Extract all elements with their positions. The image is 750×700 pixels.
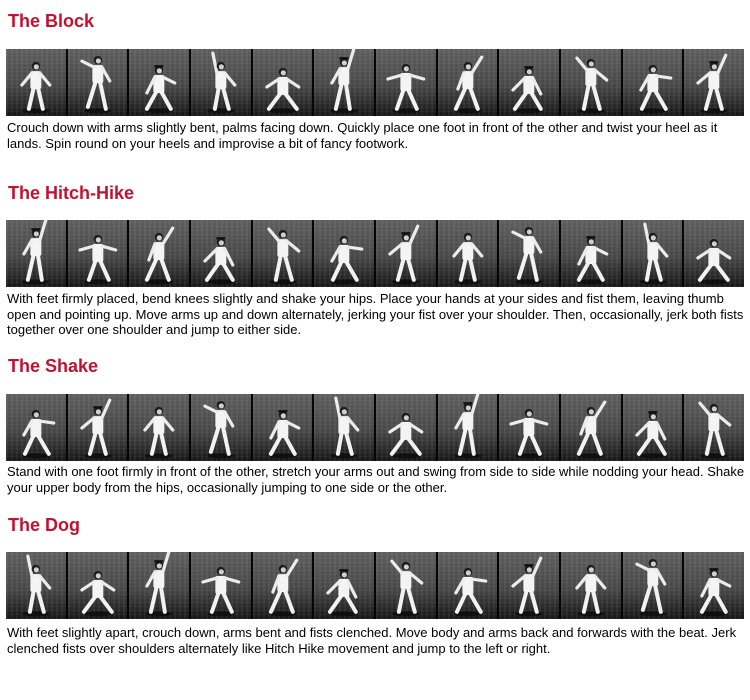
- dance-step-photo: [684, 49, 744, 116]
- dance-step-photo: [68, 552, 130, 619]
- dancer-figure: [438, 552, 498, 619]
- dance-step-photo: [314, 49, 376, 116]
- section-title: The Shake: [8, 356, 99, 376]
- dance-step-photo: [623, 49, 685, 116]
- dancer-figure: [438, 49, 498, 116]
- dance-step-photo: [438, 49, 500, 116]
- dance-step-photo: [684, 552, 744, 619]
- dance-step-photo: [684, 220, 744, 287]
- section-title: The Hitch-Hike: [8, 183, 135, 203]
- dancer-figure: [623, 552, 683, 619]
- section-title: The Dog: [8, 515, 80, 535]
- dancer-figure: [314, 220, 374, 287]
- dancer-figure: [561, 49, 621, 116]
- dancer-figure: [499, 552, 559, 619]
- dance-step-photo: [68, 220, 130, 287]
- section-description: With feet firmly placed, bend knees slightly and shake your hips. Place your hands at your sides and fist them, leaving thumb open and pointing up. Move arms up and down alternately, jerking your fist over your shoulder. Then, occasionally, jerk both fists together over one shoulder and jump to either side.: [7, 291, 744, 338]
- dance-photo-strip: [6, 49, 744, 116]
- dancer-figure: [68, 220, 128, 287]
- dance-step-photo: [623, 552, 685, 619]
- dance-step-photo: [129, 552, 191, 619]
- dancer-figure: [376, 49, 436, 116]
- dance-photo-strip: [6, 220, 744, 287]
- section-description: Stand with one foot firmly in front of the other, stretch your arms out and swing from side to side while nodding your head. Shake your upper body from the hips, occasionally jumping to one side or the other.: [7, 464, 745, 495]
- dance-step-photo: [561, 49, 623, 116]
- section-title: The Block: [8, 11, 95, 31]
- dancer-figure: [561, 552, 621, 619]
- dance-step-photo: [191, 552, 253, 619]
- dance-step-photo: [684, 394, 744, 461]
- dance-step-photo: [6, 394, 68, 461]
- dancer-figure: [684, 552, 744, 619]
- dance-step-photo: [438, 220, 500, 287]
- dance-step-photo: [253, 394, 315, 461]
- dancer-figure: [129, 552, 189, 619]
- dance-step-photo: [499, 49, 561, 116]
- dance-step-photo: [253, 552, 315, 619]
- dance-step-photo: [499, 394, 561, 461]
- dancer-figure: [129, 394, 189, 461]
- dancer-figure: [376, 220, 436, 287]
- dance-step-photo: [129, 394, 191, 461]
- dance-step-photo: [253, 49, 315, 116]
- dancer-figure: [191, 49, 251, 116]
- dance-step-photo: [314, 220, 376, 287]
- dance-step-photo: [6, 49, 68, 116]
- dance-photo-strip: [6, 552, 744, 619]
- dance-step-photo: [191, 49, 253, 116]
- dancer-figure: [129, 220, 189, 287]
- dance-step-photo: [561, 220, 623, 287]
- dance-step-photo: [376, 552, 438, 619]
- dancer-figure: [684, 220, 744, 287]
- dancer-figure: [253, 220, 313, 287]
- dance-step-photo: [191, 220, 253, 287]
- dance-step-photo: [561, 552, 623, 619]
- dance-step-photo: [6, 552, 68, 619]
- dance-step-photo: [6, 220, 68, 287]
- dancer-figure: [684, 394, 744, 461]
- dance-step-photo: [438, 394, 500, 461]
- dance-step-photo: [129, 220, 191, 287]
- dancer-figure: [623, 49, 683, 116]
- dance-step-photo: [499, 220, 561, 287]
- dance-step-photo: [499, 552, 561, 619]
- dancer-figure: [253, 49, 313, 116]
- dancer-figure: [499, 394, 559, 461]
- dancer-figure: [623, 220, 683, 287]
- dancer-figure: [376, 394, 436, 461]
- dance-step-photo: [253, 220, 315, 287]
- dance-step-photo: [314, 394, 376, 461]
- dancer-figure: [191, 552, 251, 619]
- dance-step-photo: [623, 394, 685, 461]
- dancer-figure: [376, 552, 436, 619]
- dancer-figure: [438, 220, 498, 287]
- dance-step-photo: [68, 49, 130, 116]
- dancer-figure: [314, 552, 374, 619]
- dancer-figure: [561, 394, 621, 461]
- dancer-figure: [314, 49, 374, 116]
- dance-step-photo: [129, 49, 191, 116]
- dancer-figure: [6, 394, 66, 461]
- dancer-figure: [684, 49, 744, 116]
- dance-photo-strip: [6, 394, 744, 461]
- dance-step-photo: [376, 394, 438, 461]
- dance-step-photo: [561, 394, 623, 461]
- dancer-figure: [191, 394, 251, 461]
- dancer-figure: [561, 220, 621, 287]
- dance-step-photo: [376, 220, 438, 287]
- dance-step-photo: [376, 49, 438, 116]
- dance-step-photo: [314, 552, 376, 619]
- dancer-figure: [6, 552, 66, 619]
- dancer-figure: [623, 394, 683, 461]
- section-description: Crouch down with arms slightly bent, palms facing down. Quickly place one foot in front of the other and twist your heel as it lands. Spin round on your heels and improvise a bit of fancy footwork.: [7, 120, 718, 151]
- dancer-figure: [68, 394, 128, 461]
- section-description: With feet slightly apart, crouch down, arms bent and fists clenched. Move body and arms back and forwards with the beat. Jerk clenched fists over shoulders alternately like Hitch Hike movement and jump to the left or right.: [7, 625, 737, 656]
- dancer-figure: [499, 49, 559, 116]
- dance-step-photo: [438, 552, 500, 619]
- dancer-figure: [314, 394, 374, 461]
- dancer-figure: [129, 49, 189, 116]
- dance-step-photo: [191, 394, 253, 461]
- dancer-figure: [438, 394, 498, 461]
- dancer-figure: [253, 394, 313, 461]
- dancer-figure: [6, 49, 66, 116]
- dancer-figure: [68, 49, 128, 116]
- dancer-figure: [68, 552, 128, 619]
- dance-step-photo: [68, 394, 130, 461]
- dancer-figure: [191, 220, 251, 287]
- dancer-figure: [499, 220, 559, 287]
- dance-step-photo: [623, 220, 685, 287]
- dancer-figure: [253, 552, 313, 619]
- dancer-figure: [6, 220, 66, 287]
